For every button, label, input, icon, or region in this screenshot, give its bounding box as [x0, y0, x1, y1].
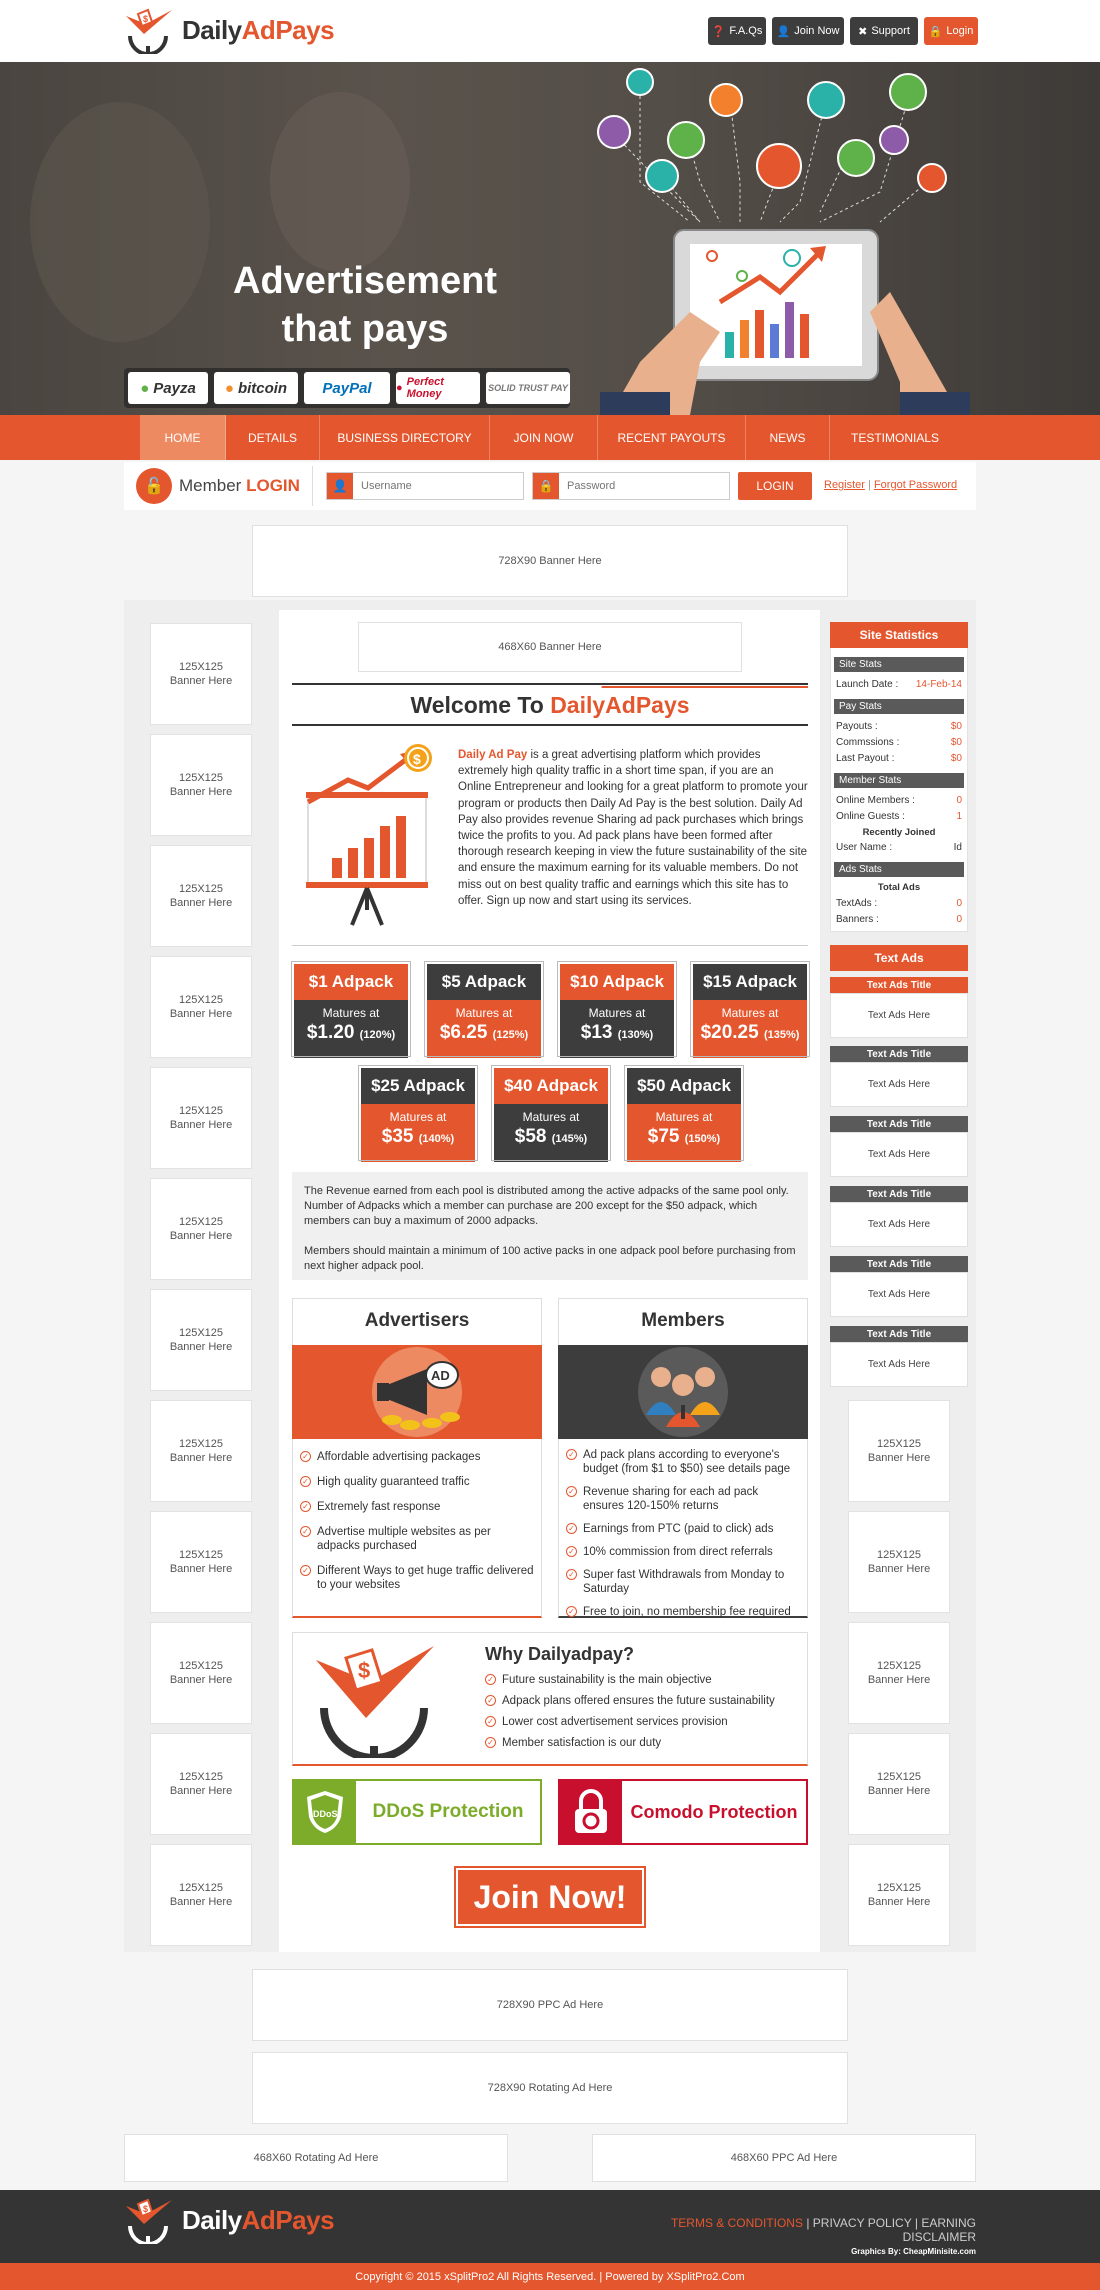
why-title: Why Dailyadpay?: [485, 1644, 635, 1664]
members-list: [566, 1448, 802, 1619]
total-ads-label: Total Ads: [877, 882, 921, 893]
terms-link[interactable]: TERMS & CONDITIONS: [670, 2216, 803, 2230]
text-ads-title: Text Ads: [830, 945, 968, 971]
online-guests-row: Online Guests : 1: [836, 811, 962, 822]
ads-stats-header: Ads Stats: [834, 862, 964, 877]
welcome-rule-bottom: [292, 724, 808, 726]
advertisers-list: [300, 1450, 536, 1592]
login-button[interactable]: [924, 17, 978, 45]
text-ad-body[interactable]: Text Ads Here: [830, 993, 968, 1038]
support-label: Support: [871, 25, 910, 37]
check-icon: ✓: [300, 1526, 311, 1537]
welcome-title: Welcome To DailyAdPays: [410, 692, 690, 718]
side-banner-125[interactable]: 125X125 Banner Here: [150, 1622, 252, 1724]
side-banner-125[interactable]: 125X125 Banner Here: [848, 1733, 950, 1835]
join-now-button[interactable]: [772, 17, 844, 45]
check-icon: ✓: [300, 1476, 311, 1487]
copyright-bar: [0, 2263, 1100, 2290]
welcome-rule-top: [292, 683, 808, 685]
user-icon: 👤: [327, 473, 353, 499]
check-icon: ✓: [566, 1546, 577, 1557]
main-banner-468x60[interactable]: 468X60 Banner Here: [358, 622, 742, 672]
side-banner-125[interactable]: 125X125 Banner Here: [150, 1400, 252, 1502]
members-title: Members: [641, 1310, 725, 1331]
brand-logo[interactable]: [122, 6, 334, 54]
login-submit-button[interactable]: LOGIN: [738, 472, 812, 500]
join-label: Join Now: [794, 25, 840, 37]
check-icon: ✓: [566, 1606, 577, 1617]
advertisers-title: Advertisers: [364, 1310, 470, 1331]
site-statistics-title: Site Statistics: [830, 622, 968, 648]
text-ad-title[interactable]: Text Ads Title: [830, 1186, 968, 1202]
check-icon: ✓: [566, 1486, 577, 1497]
list-item: ✓ Extremely fast response: [300, 1500, 536, 1514]
side-banner-125[interactable]: 125X125 Banner Here: [150, 1733, 252, 1835]
adpack-15[interactable]: $15 Adpack Matures at $20.25 (135%): [691, 962, 809, 1056]
online-members-row: Online Members : 0: [836, 795, 962, 806]
payment-solid-trust-pay: SOLID TRUST PAY: [486, 372, 570, 404]
svg-text:DDoS: DDoS: [313, 1809, 338, 1819]
user-icon: 👤: [776, 25, 791, 38]
side-banner-125[interactable]: 125X125 Banner Here: [150, 1289, 252, 1391]
info-paragraph-2: Members should maintain a minimum of 100 active packs in one adpack pool before purchasing from next higher adpack pool.: [304, 1245, 796, 1272]
check-icon: ✓: [485, 1674, 496, 1685]
payment-bitcoin: ● bitcoin: [214, 372, 298, 404]
side-banner-125[interactable]: 125X125 Banner Here: [150, 734, 252, 836]
list-item: ✓ Free to join, no membership fee required: [566, 1605, 802, 1619]
lock-icon: 🔒: [928, 25, 943, 38]
svg-text:$: $: [143, 14, 149, 24]
user-name-row: User Name : Id: [836, 842, 962, 853]
text-ad-title[interactable]: Text Ads Title: [830, 1116, 968, 1132]
launch-date-row: Launch Date : 14-Feb-14: [836, 679, 962, 690]
why-list: [485, 1673, 805, 1750]
list-item: ✓ Ad pack plans according to everyone's budget (from $1 to $50) see details page: [566, 1448, 802, 1476]
last-payout-row: Last Payout : $0: [836, 753, 962, 764]
ppc-banner-468x60[interactable]: 468X60 PPC Ad Here: [592, 2134, 976, 2182]
top-banner-728x90[interactable]: 728X90 Banner Here: [252, 525, 848, 597]
list-item: ✓ Adpack plans offered ensures the future sustainability: [485, 1694, 805, 1708]
shield-icon: [294, 1781, 356, 1843]
password-field[interactable]: [532, 472, 730, 500]
list-item: ✓ Super fast Withdrawals from Monday to Saturday: [566, 1568, 802, 1596]
support-button[interactable]: [850, 17, 918, 45]
brand-part1: Daily: [182, 14, 242, 45]
ad-badge: AD: [431, 1368, 450, 1383]
list-item: ✓ Advertise multiple websites as per adpacks purchased: [300, 1525, 536, 1553]
brand-part1: Daily: [182, 2204, 242, 2235]
footer-links: TERMS & CONDITIONS | PRIVACY POLICY | EARNING DISCLAIMER: [670, 2216, 976, 2244]
check-icon: ✓: [300, 1565, 311, 1576]
logo-icon: [122, 2196, 178, 2244]
divider: [292, 945, 808, 946]
adpack-40[interactable]: $40 Adpack Matures at $58 (145%): [492, 1066, 610, 1160]
tools-icon: ✖: [858, 25, 868, 38]
privacy-link[interactable]: PRIVACY POLICY: [812, 2216, 912, 2230]
payment-paypal: PayPal: [304, 372, 390, 404]
nav-business-directory[interactable]: BUSINESS DIRECTORY: [320, 415, 490, 460]
commissions-row: Commssions : $0: [836, 737, 962, 748]
side-banner-125[interactable]: 125X125 Banner Here: [150, 956, 252, 1058]
nav-join-now[interactable]: JOIN NOW: [490, 415, 598, 460]
pay-stats-header: Pay Stats: [834, 699, 964, 714]
check-icon: ✓: [485, 1695, 496, 1706]
username-input[interactable]: [353, 480, 523, 492]
textads-row: TextAds : 0: [836, 898, 962, 909]
text-ad-title[interactable]: Text Ads Title: [830, 1046, 968, 1062]
list-item: ✓ Different Ways to get huge traffic delivered to your websites: [300, 1564, 536, 1592]
hero-line-1: Advertisement: [233, 260, 497, 302]
hero-banner: [0, 62, 1100, 415]
hero-illustration: [0, 62, 1100, 415]
adpack-5[interactable]: $5 Adpack Matures at $6.25 (125%): [425, 962, 543, 1056]
payouts-row: Payouts : $0: [836, 721, 962, 732]
join-now-cta-button[interactable]: Join Now!: [456, 1868, 644, 1926]
brand-part2: AdPays: [241, 2204, 335, 2235]
ddos-label: DDoS Protection: [372, 1801, 524, 1822]
register-link[interactable]: Register: [824, 479, 865, 491]
svg-text:$: $: [143, 2204, 149, 2214]
site-stats-header: Site Stats: [834, 657, 964, 672]
list-item: ✓ 10% commission from direct referrals: [566, 1545, 802, 1559]
svg-text:$: $: [413, 751, 421, 767]
logo-icon: [310, 1642, 440, 1758]
check-icon: ✓: [566, 1449, 577, 1460]
hero-line-2: that pays: [281, 308, 449, 350]
check-icon: ✓: [300, 1501, 311, 1512]
svg-text:$: $: [358, 1658, 371, 1683]
member-login-title: Member LOGIN: [179, 476, 300, 495]
rotating-banner-728x90[interactable]: 728X90 Rotating Ad Here: [252, 2052, 848, 2124]
nav-details[interactable]: DETAILS: [226, 415, 320, 460]
side-banner-125[interactable]: 125X125 Banner Here: [848, 1622, 950, 1724]
list-item: ✓ High quality guaranteed traffic: [300, 1475, 536, 1489]
list-item: ✓ Revenue sharing for each ad pack ensures 120-150% returns: [566, 1485, 802, 1513]
side-banner-125[interactable]: 125X125 Banner Here: [150, 1178, 252, 1280]
growth-chart-illustration: [298, 740, 438, 930]
nav-testimonials[interactable]: TESTIMONIALS: [850, 430, 939, 445]
username-field[interactable]: [326, 472, 524, 500]
recently-joined-label: Recently Joined: [862, 827, 936, 838]
comodo-protection-badge: [558, 1779, 808, 1845]
adpack-10[interactable]: $10 Adpack Matures at $13 (130%): [558, 962, 676, 1056]
list-item: ✓ Member satisfaction is our duty: [485, 1736, 805, 1750]
list-item: ✓ Future sustainability is the main objective: [485, 1673, 805, 1687]
nav-news[interactable]: NEWS: [746, 415, 830, 460]
info-paragraph-1: The Revenue earned from each pool is distributed among the active adpacks of the same pool only. Number of Adpacks which a member can purchase are 200 except for the $50 adpack, which members can buy a maximum of 2000 adpacks.: [304, 1185, 789, 1227]
nav-home[interactable]: HOME: [140, 415, 226, 460]
nav-recent-payouts[interactable]: RECENT PAYOUTS: [598, 415, 746, 460]
rotating-banner-468x60[interactable]: 468X60 Rotating Ad Here: [124, 2134, 508, 2182]
hero-headline: [200, 257, 530, 353]
side-banner-125[interactable]: 125X125 Banner Here: [150, 1844, 252, 1946]
footer-logo[interactable]: [122, 2196, 334, 2244]
logo-icon: [122, 6, 178, 54]
side-banner-125[interactable]: 125X125 Banner Here: [150, 845, 252, 947]
payment-payza: ● Payza: [128, 372, 208, 404]
password-input[interactable]: [559, 480, 729, 492]
banners-row: Banners : 0: [836, 914, 962, 925]
text-ad-body[interactable]: Text Ads Here: [830, 1202, 968, 1247]
check-icon: ✓: [485, 1737, 496, 1748]
ddos-protection-badge: [292, 1779, 542, 1845]
graphics-credit[interactable]: Graphics By: CheapMinisite.com: [851, 2247, 976, 2256]
disclaimer-link[interactable]: EARNING DISCLAIMER: [902, 2216, 976, 2244]
adpack-50[interactable]: $50 Adpack Matures at $75 (150%): [625, 1066, 743, 1160]
list-item: ✓ Lower cost advertisement services provision: [485, 1715, 805, 1729]
forgot-password-link[interactable]: Forgot Password: [873, 479, 958, 491]
text-ad-body[interactable]: Text Ads Here: [830, 1062, 968, 1107]
adpack-25[interactable]: $25 Adpack Matures at $35 (140%): [359, 1066, 477, 1160]
adpack-1[interactable]: $1 Adpack Matures at $1.20 (120%): [292, 962, 410, 1056]
payment-perfect-money: ● Perfect Money: [396, 372, 480, 404]
side-banner-125[interactable]: 125X125 Banner Here: [848, 1844, 950, 1946]
list-item: ✓ Earnings from PTC (paid to click) ads: [566, 1522, 802, 1536]
member-stats-header: Member Stats: [834, 773, 964, 788]
login-links: Register | Forgot Password: [824, 479, 958, 491]
side-banner-125[interactable]: 125X125 Banner Here: [150, 623, 252, 725]
padlock-icon: [560, 1781, 622, 1843]
comodo-label: Comodo Protection: [630, 1801, 798, 1822]
text-ad-title[interactable]: Text Ads Title: [830, 1326, 968, 1342]
side-banner-125[interactable]: 125X125 Banner Here: [150, 1067, 252, 1169]
welcome-text: Daily Ad Pay is a great advertising platform which provides extremely high quality traffic in a short time span, if you are an Online Entrepreneur and looking for a great platform to promote your program or products then Daily Ad Pay is the best solution. Daily Ad Pay also provides revenue Sharing ad pack purchases which brings twice the profits to you. Ad pack plans have been formed after thorough research keeping in view the future sustainability of the site and ensure the maximum earning for its valuable members. Do not miss out on best quality traffic and earnings which this site has to offer. Sign up now and start using its services.: [458, 749, 808, 907]
ppc-banner-728x90[interactable]: 728X90 PPC Ad Here: [252, 1969, 848, 2041]
adpack-info-box: [292, 1172, 808, 1280]
side-banner-125[interactable]: 125X125 Banner Here: [848, 1511, 950, 1613]
text-ad-body[interactable]: Text Ads Here: [830, 1132, 968, 1177]
unlock-icon: 🔓: [136, 468, 172, 504]
faq-label: F.A.Qs: [729, 25, 763, 37]
copyright-text: Copyright © 2015 xSplitPro2 All Rights Reserved. | Powered by XSplitPro2.Com: [355, 2270, 745, 2283]
question-icon: ❓: [711, 25, 726, 38]
side-banner-125[interactable]: 125X125 Banner Here: [848, 1400, 950, 1502]
list-item: ✓ Affordable advertising packages: [300, 1450, 536, 1464]
people-group-icon: [558, 1345, 808, 1439]
check-icon: ✓: [566, 1569, 577, 1580]
text-ad-body[interactable]: Text Ads Here: [830, 1342, 968, 1387]
divider: [312, 466, 313, 506]
check-icon: ✓: [566, 1523, 577, 1534]
text-ad-title[interactable]: Text Ads Title: [830, 977, 968, 993]
check-icon: ✓: [485, 1716, 496, 1727]
lock-icon: 🔒: [533, 473, 559, 499]
login-label: Login: [946, 25, 974, 37]
side-banner-125[interactable]: 125X125 Banner Here: [150, 1511, 252, 1613]
brand-part2: AdPays: [241, 14, 335, 45]
check-icon: ✓: [300, 1451, 311, 1462]
text-ad-body[interactable]: Text Ads Here: [830, 1272, 968, 1317]
text-ad-title[interactable]: Text Ads Title: [830, 1256, 968, 1272]
faq-button[interactable]: [708, 17, 766, 45]
megaphone-icon: [292, 1345, 542, 1439]
